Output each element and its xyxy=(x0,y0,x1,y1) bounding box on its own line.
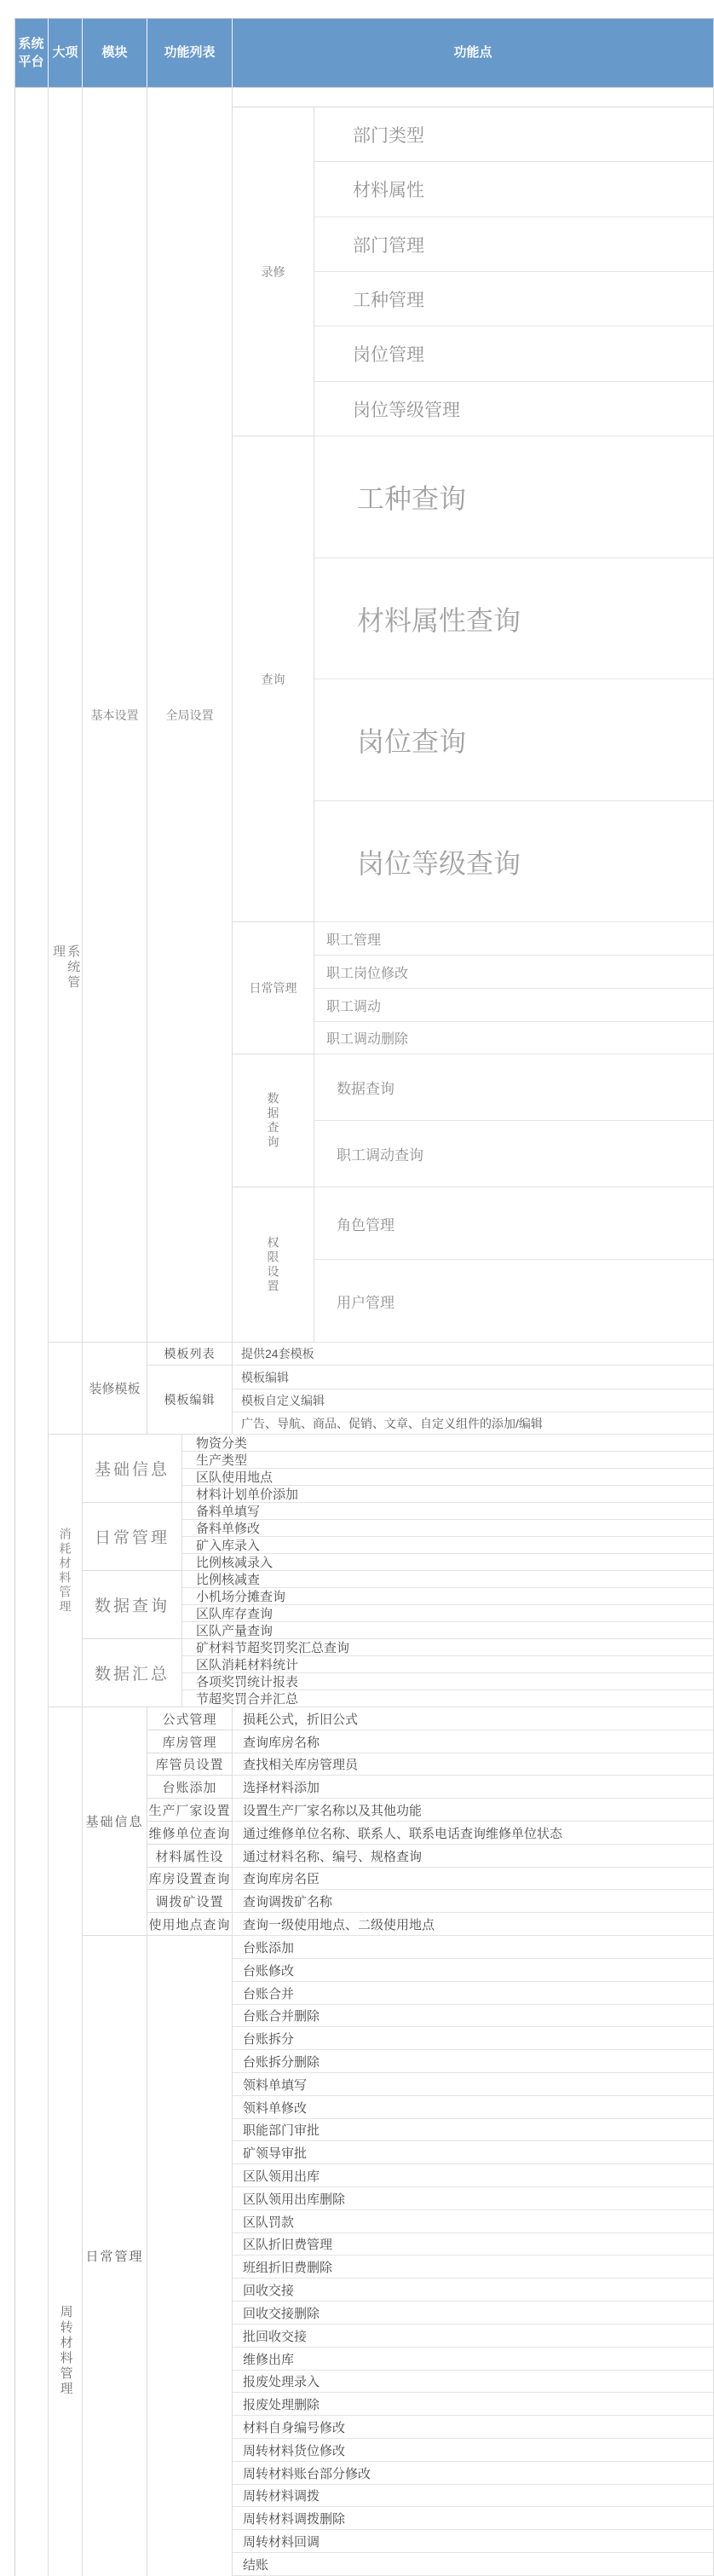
function-point-cell: 报废处理录入 xyxy=(233,2371,714,2393)
function-point-cell: 周转材料账台部分修改 xyxy=(233,2462,714,2485)
function-point-cell: 节超奖罚合并汇总 xyxy=(182,1690,714,1707)
function-point-cell: 台账拆分删除 xyxy=(233,2050,714,2073)
function-point-cell: 查询库房名臣 xyxy=(233,1868,714,1890)
daxiang-label-turnover: 周转材料管理 xyxy=(58,2305,73,2397)
header-cell-platform: 系统平台 xyxy=(14,18,49,88)
feature-cell-template-list: 模板列表 xyxy=(147,1343,233,1366)
function-point-cell: 材料计划单价添加 xyxy=(182,1486,714,1503)
feature-list-cell: 库管员设置 xyxy=(147,1753,233,1776)
header-cell-category: 大项 xyxy=(49,18,83,88)
feature-list-cell: 维修单位查询 xyxy=(147,1822,233,1845)
group-label-vertical: 权限设置 xyxy=(266,1235,280,1294)
function-point-cell: 矿入库录入 xyxy=(182,1537,714,1554)
function-point-cell: 回收交接 xyxy=(233,2279,714,2302)
feature-list-cell: 生产厂家设置 xyxy=(147,1799,233,1822)
function-point-cell: 职工调动 xyxy=(314,989,714,1022)
empty-strip-cell xyxy=(233,88,714,107)
function-point-cell: 角色管理 xyxy=(314,1187,714,1260)
function-point-cell: 台账合并 xyxy=(233,1982,714,2005)
function-point-cell: 区队罚款 xyxy=(233,2210,714,2233)
function-point-cell: 材料属性 xyxy=(314,162,714,217)
function-point-cell: 材料自身编号修改 xyxy=(233,2416,714,2439)
group-label-cell xyxy=(233,1054,314,1187)
module-cell-turnover-daily: 日常管理 xyxy=(83,1936,147,2576)
function-point-cell: 岗位查询 xyxy=(314,679,714,801)
function-point-cell: 周转材料回调 xyxy=(233,2530,714,2553)
function-point-cell: 生产类型 xyxy=(182,1452,714,1469)
function-point-cell: 用户管理 xyxy=(314,1260,714,1343)
header-cell-feature-list: 功能列表 xyxy=(147,18,233,88)
header-cell-module: 模块 xyxy=(83,18,147,88)
feature-list-cell: 使用地点查询 xyxy=(147,1913,233,1936)
function-point-cell: 通过材料名称、编号、规格查询 xyxy=(233,1845,714,1868)
function-point-cell: 工种查询 xyxy=(314,436,714,558)
function-point-cell: 区队库存查询 xyxy=(182,1605,714,1622)
function-point-cell: 职工调动删除 xyxy=(314,1022,714,1054)
function-point-cell: 备料单填写 xyxy=(182,1503,714,1520)
function-point-cell: 备料单修改 xyxy=(182,1520,714,1537)
function-point-cell: 工种管理 xyxy=(314,272,714,326)
module-cell-decoration: 装修模板 xyxy=(83,1343,147,1435)
function-point-cell: 区队消耗材料统计 xyxy=(182,1656,714,1673)
feature-list-cell: 台账添加 xyxy=(147,1776,233,1799)
feature-list-cell: 库房管理 xyxy=(147,1730,233,1753)
function-point-cell: 查询库房名称 xyxy=(233,1730,714,1753)
function-point-cell: 提供24套模板 xyxy=(233,1343,714,1366)
function-point-cell: 查询一级使用地点、二级使用地点 xyxy=(233,1913,714,1936)
function-point-cell: 班组折旧费删除 xyxy=(233,2255,714,2279)
function-point-cell: 模板编辑 xyxy=(233,1366,714,1389)
daxiang-cell-decoration-empty xyxy=(49,1343,83,1435)
function-point-cell: 选择材料添加 xyxy=(233,1776,714,1799)
function-point-cell: 台账合并删除 xyxy=(233,2005,714,2027)
daxiang-label-system: 系统管理 xyxy=(51,944,81,991)
group-label-cell: 日常管理 xyxy=(233,922,314,1054)
function-point-cell: 职工岗位修改 xyxy=(314,956,714,989)
function-point-cell: 台账修改 xyxy=(233,1959,714,1982)
function-point-cell: 领料单填写 xyxy=(233,2073,714,2096)
function-point-cell: 领料单修改 xyxy=(233,2096,714,2119)
function-point-cell: 回收交接删除 xyxy=(233,2302,714,2325)
feature-list-cell: 库房设置查询 xyxy=(147,1868,233,1890)
feature-list-cell: 材料属性设 xyxy=(147,1845,233,1868)
module-cell-system: 基本设置 xyxy=(83,88,147,1343)
function-point-cell: 周转材料货位修改 xyxy=(233,2439,714,2462)
daxiang-cell-turnover xyxy=(49,1707,83,2576)
platform-column-empty-cell xyxy=(14,88,49,2576)
function-point-cell: 物资分类 xyxy=(182,1435,714,1452)
function-point-cell: 职工调动查询 xyxy=(314,1121,714,1187)
function-point-cell: 设置生产厂家名称以及其他功能 xyxy=(233,1799,714,1822)
function-point-cell: 小机场分摊查询 xyxy=(182,1588,714,1605)
feature-list-cell: 调拨矿设置 xyxy=(147,1890,233,1913)
function-point-cell: 部门管理 xyxy=(314,217,714,272)
function-point-cell: 台账拆分 xyxy=(233,2027,714,2050)
feature-list-cell: 公式管理 xyxy=(147,1707,233,1730)
daxiang-cell-consumable xyxy=(49,1435,83,1707)
group-label-cell xyxy=(233,1187,314,1343)
function-point-cell: 周转材料调拨 xyxy=(233,2485,714,2507)
function-point-cell: 报废处理删除 xyxy=(233,2393,714,2416)
daxiang-label-consumable: 消耗材料管理 xyxy=(58,1527,72,1614)
function-point-cell: 区队产量查询 xyxy=(182,1622,714,1639)
function-point-cell: 岗位等级查询 xyxy=(314,801,714,922)
function-point-cell: 比例核减录入 xyxy=(182,1554,714,1571)
function-point-cell: 查询调拨矿名称 xyxy=(233,1890,714,1913)
feature-list-empty-cell-turnover-daily xyxy=(147,1936,233,2576)
function-point-cell: 材料属性查询 xyxy=(314,558,714,679)
function-point-cell: 数据查询 xyxy=(314,1054,714,1121)
function-point-cell: 维修出库 xyxy=(233,2348,714,2371)
function-point-cell: 广告、导航、商品、促销、文章、自定义组件的添加/编辑 xyxy=(233,1412,714,1435)
function-point-cell: 通过维修单位名称、联系人、联系电话查询维修单位状态 xyxy=(233,1822,714,1845)
function-point-cell: 比例核减查 xyxy=(182,1571,714,1588)
header-cell-feature-point: 功能点 xyxy=(233,18,714,88)
function-point-cell: 周转材料调拨删除 xyxy=(233,2507,714,2530)
feature-cell-template-edit: 模板编辑 xyxy=(147,1366,233,1435)
function-point-cell: 损耗公式，折旧公式 xyxy=(233,1707,714,1730)
function-point-cell: 各项奖罚统计报表 xyxy=(182,1673,714,1690)
function-point-cell: 部门类型 xyxy=(314,107,714,162)
module-cell-turnover-basic: 基础信息 xyxy=(83,1707,147,1936)
module-label-cell: 数据查询 xyxy=(83,1571,182,1639)
group-label-vertical: 数据查询 xyxy=(266,1091,280,1150)
function-point-cell: 岗位等级管理 xyxy=(314,382,714,436)
module-label-cell: 日常管理 xyxy=(83,1503,182,1571)
module-label-cell: 基础信息 xyxy=(83,1435,182,1503)
function-point-cell: 矿材料节超奖罚奖汇总查询 xyxy=(182,1639,714,1656)
function-point-cell: 台账添加 xyxy=(233,1936,714,1959)
function-point-cell: 区队折旧费管理 xyxy=(233,2233,714,2255)
function-point-cell: 区队使用地点 xyxy=(182,1469,714,1486)
function-point-cell: 岗位管理 xyxy=(314,326,714,382)
group-label-cell: 查询 xyxy=(233,436,314,922)
function-point-cell: 批回收交接 xyxy=(233,2325,714,2348)
function-point-cell: 结账 xyxy=(233,2553,714,2576)
group-label-cell: 录修 xyxy=(233,107,314,436)
function-point-cell: 职能部门审批 xyxy=(233,2119,714,2141)
function-point-cell: 区队领用出库删除 xyxy=(233,2187,714,2210)
function-point-cell: 模板自定义编辑 xyxy=(233,1389,714,1412)
daxiang-cell-system xyxy=(49,88,83,1343)
function-point-cell: 矿领导审批 xyxy=(233,2141,714,2164)
function-point-cell: 查找相关库房管理员 xyxy=(233,1753,714,1776)
module-label-cell: 数据汇总 xyxy=(83,1639,182,1707)
feature-list-cell-system: 全局设置 xyxy=(147,88,233,1343)
function-point-cell: 区队领用出库 xyxy=(233,2164,714,2187)
function-point-cell: 职工管理 xyxy=(314,922,714,956)
